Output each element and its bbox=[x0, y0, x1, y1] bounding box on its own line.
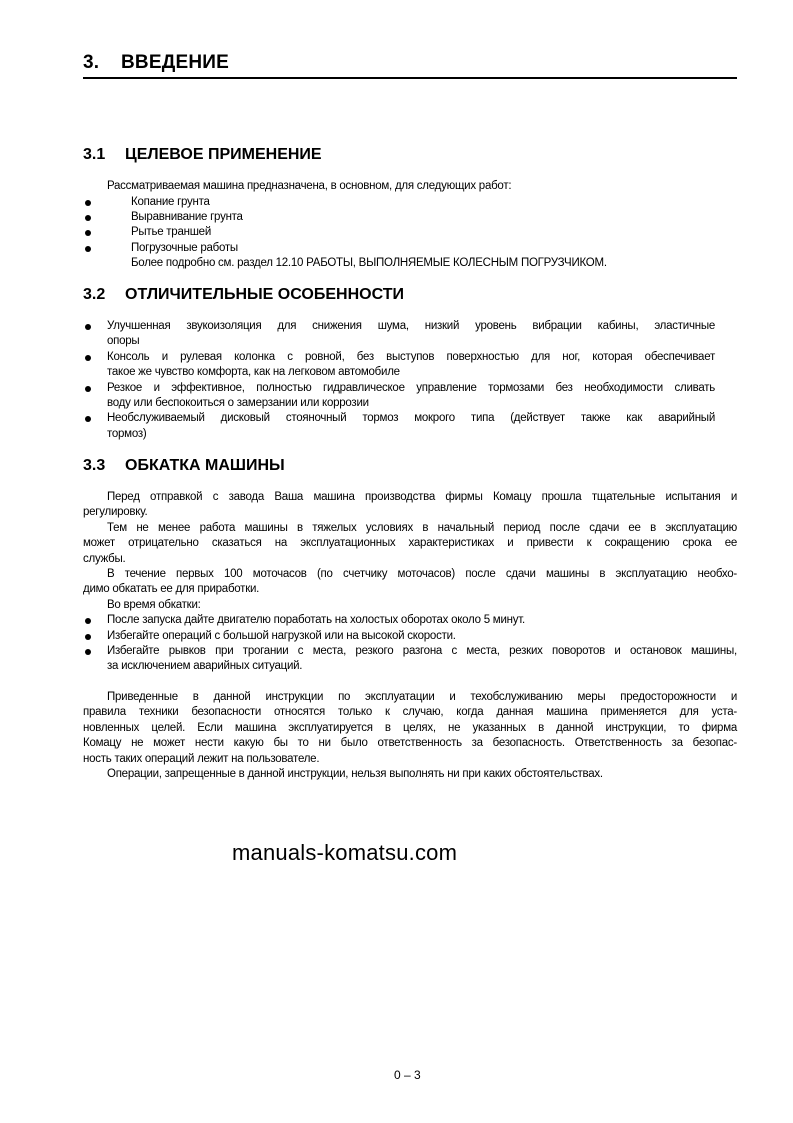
bullet-icon bbox=[85, 215, 91, 221]
list-item-line: Более подробно см. раздел 12.10 РАБОТЫ, ВЫПОЛНЯЕМЫЕ КОЛЕСНЫМ ПОГРУЗЧИКОМ. bbox=[131, 257, 607, 270]
bullet-icon bbox=[85, 649, 91, 655]
paragraph-gap bbox=[83, 675, 737, 690]
paragraph bbox=[83, 690, 737, 767]
list-item bbox=[85, 241, 725, 272]
paragraph-line: Тем не менее работа машины в тяжелых условиях в начальный период после сдачи ее в эксплуатацию bbox=[107, 521, 737, 534]
paragraph-line: Приведенные в данной инструкции по эксплуатации и техобслуживанию меры предосторожности и bbox=[107, 691, 737, 704]
bullet-icon bbox=[85, 634, 91, 640]
list-item-line: тормоз) bbox=[107, 427, 147, 440]
list-item bbox=[83, 629, 737, 644]
paragraph-line: службы. bbox=[83, 552, 126, 565]
watermark: manuals-komatsu.com bbox=[232, 840, 458, 865]
page-number: 0 – 3 bbox=[394, 1068, 421, 1082]
list-item bbox=[85, 350, 715, 381]
paragraph bbox=[83, 767, 737, 782]
list-item-line: такое же чувство комфорта, как на легковом автомобиле bbox=[107, 366, 400, 379]
paragraph-line: регулировку. bbox=[83, 506, 148, 519]
features-list bbox=[85, 319, 715, 442]
list-item-line: После запуска дайте двигателю поработать на холостых оборотах около 5 минут. bbox=[107, 614, 525, 627]
list-item-line: за исключением аварийных ситуаций. bbox=[107, 660, 303, 673]
paragraph-line: ность таких операций лежит на пользователе. bbox=[83, 752, 320, 765]
list-item bbox=[85, 411, 715, 442]
paragraph bbox=[83, 598, 737, 613]
usage-list bbox=[85, 195, 725, 272]
bullet-icon bbox=[85, 386, 91, 392]
section-heading-3-2 bbox=[83, 286, 404, 304]
list-item bbox=[85, 210, 725, 225]
list-item-line: Избегайте рывков при трогании с места, резкого разгона с места, резких поворотов и остановок машины, bbox=[107, 644, 737, 657]
paragraph bbox=[83, 521, 737, 567]
paragraph-line: новленных целей. Если машина эксплуатируется в целях, не указанных в данной инструкции, то фирма bbox=[83, 721, 737, 734]
section-number: 3.1 bbox=[83, 146, 106, 163]
list-item bbox=[85, 225, 725, 240]
section-number: 3.3 bbox=[83, 457, 106, 474]
paragraph-line: Комацу не может нести какую бы то ни было ответственность за безопасность. Ответственность за безопас- bbox=[83, 737, 737, 750]
list-item-line: Консоль и рулевая колонка с ровной, без выступов поверхностью для ног, которая обеспечивает bbox=[107, 350, 715, 363]
section-number: 3.2 bbox=[83, 286, 106, 303]
chapter-number: 3. bbox=[83, 52, 100, 73]
title-rule bbox=[83, 77, 737, 79]
section-title: ОТЛИЧИТЕЛЬНЫЕ ОСОБЕННОСТИ bbox=[125, 286, 404, 303]
bullet-icon bbox=[85, 618, 91, 624]
break-in-body bbox=[83, 490, 737, 782]
list-item-line: Избегайте операций с большой нагрузкой или на высокой скорости. bbox=[107, 629, 456, 642]
list-item-line: Выравнивание грунта bbox=[131, 210, 243, 223]
chapter-title bbox=[83, 52, 229, 74]
paragraph bbox=[83, 567, 737, 598]
paragraph bbox=[83, 490, 737, 521]
list-item-line: Рытье траншей bbox=[131, 226, 211, 239]
bullet-icon bbox=[85, 200, 91, 206]
paragraph-line: Во время обкатки: bbox=[107, 598, 201, 611]
list-item-line: Погрузочные работы bbox=[131, 241, 238, 254]
section-title: ОБКАТКА МАШИНЫ bbox=[125, 457, 285, 474]
list-item bbox=[85, 319, 715, 350]
bullet-icon bbox=[85, 355, 91, 361]
chapter-title-text: ВВЕДЕНИЕ bbox=[121, 52, 229, 73]
bullet-icon bbox=[85, 246, 91, 252]
list-item-line: Улучшенная звукоизоляция для снижения шума, низкий уровень вибрации кабины, эластичные bbox=[107, 320, 715, 332]
section-title: ЦЕЛЕВОЕ ПРИМЕНЕНИЕ bbox=[125, 146, 322, 163]
bullet-icon bbox=[85, 324, 91, 330]
paragraph-line: правила техники безопасности относятся только к случаю, когда данная машина применяется для уста- bbox=[83, 706, 737, 719]
list-item-line: воду или беспокоиться о замерзании или коррозии bbox=[107, 396, 369, 409]
list-item bbox=[85, 381, 715, 412]
list-item-line: Необслуживаемый дисковый стояночный тормоз мокрого типа (действует также как аварийный bbox=[107, 412, 715, 425]
section-heading-3-3 bbox=[83, 457, 285, 475]
list-item-line: опоры bbox=[107, 335, 140, 348]
list-item-line: Копание грунта bbox=[131, 195, 210, 208]
list-item bbox=[83, 644, 737, 675]
list-item-line: Резкое и эффективное, полностью гидравлическое управление тормозами без необходимости сливать bbox=[107, 381, 715, 394]
bullet-icon bbox=[85, 416, 91, 422]
paragraph-line: может отрицательно сказаться на эксплуатационных характеристиках и привести к сокращению срока ее bbox=[83, 537, 737, 550]
paragraph-line: Операции, запрещенные в данной инструкции, нельзя выполнять ни при каких обстоятельствах. bbox=[107, 768, 603, 781]
paragraph-line: димо обкатать ее для приработки. bbox=[83, 583, 260, 596]
section-intro: Рассматриваемая машина предназначена, в основном, для следующих работ: bbox=[107, 180, 512, 192]
list-item bbox=[85, 195, 725, 210]
paragraph-line: В течение первых 100 моточасов (по счетчику моточасов) после сдачи машины в эксплуатацию необхо- bbox=[107, 567, 737, 580]
paragraph-line: Перед отправкой с завода Ваша машина производства фирмы Комацу прошла тщательные испытания и bbox=[107, 491, 737, 503]
bullet-icon bbox=[85, 230, 91, 236]
list-item bbox=[83, 613, 737, 628]
section-heading-3-1 bbox=[83, 146, 322, 164]
